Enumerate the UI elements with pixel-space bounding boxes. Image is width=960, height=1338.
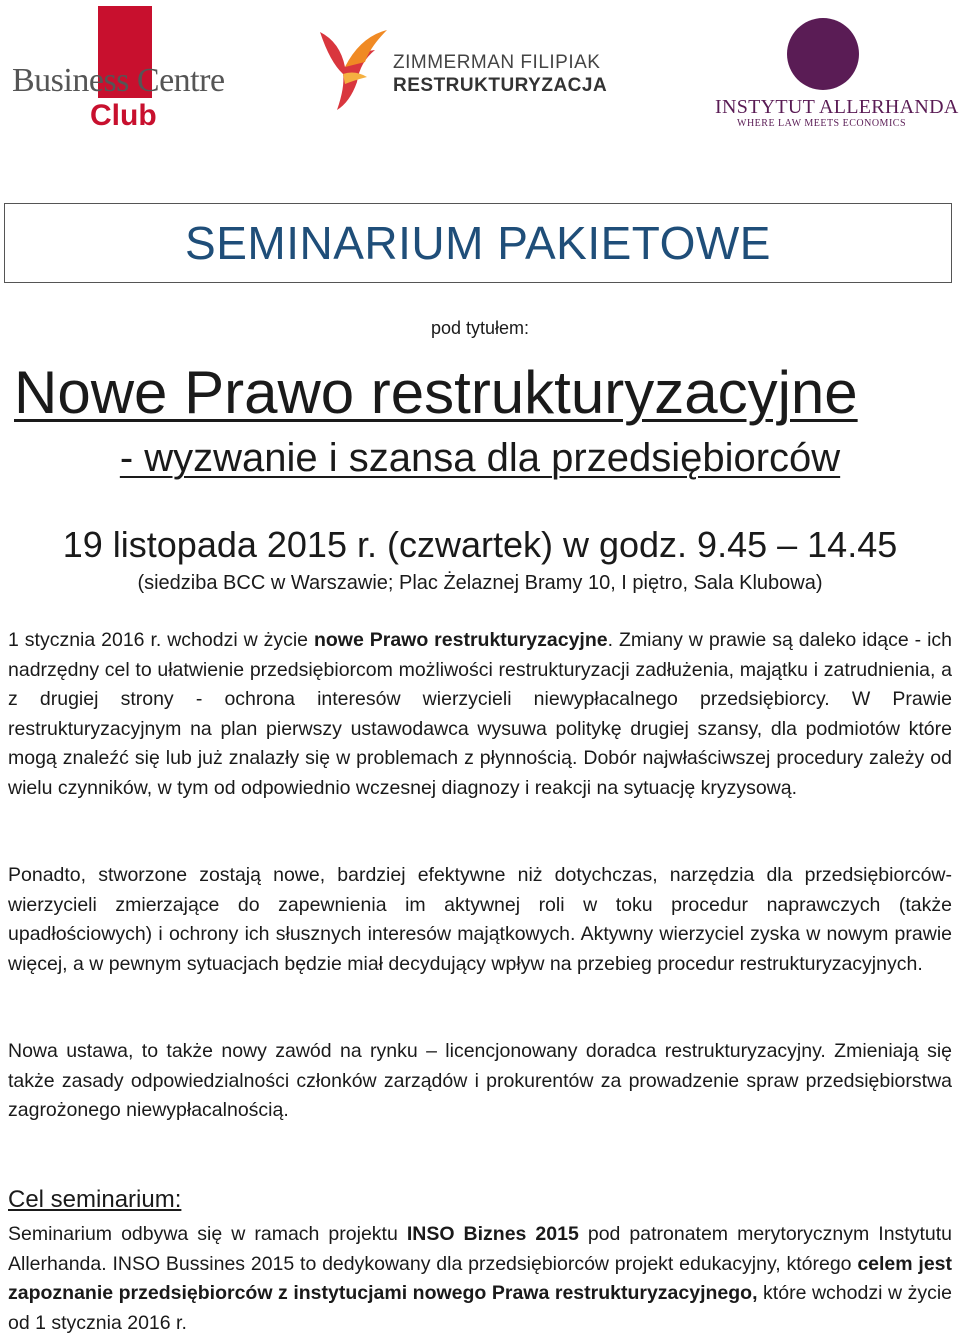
paragraph-new-law: Nowa ustawa, to także nowy zawód na rynku – licencjonowany doradca restrukturyzacyjny. Zmieniają się także zasady odpowiedzialności członków zarządów i prokurentów za prowadzenie spraw przedsiębiorstwa zagrożonego niewypłacalnością. (8, 1040, 952, 1121)
text-span: Seminarium odbywa się w ramach projektu (8, 1223, 407, 1245)
text-span: pod patronatem merytorycznym Instytutu Allerhanda. INSO Bussines 2015 to dedykowany dla przedsiębiorców projekt edukacyjny, którego (8, 1223, 952, 1275)
text-bold: nowe Prawo restrukturyzacyjne (313, 629, 608, 651)
zf-logo-tagline: RESTRUKTURYZACJA (393, 75, 608, 96)
text-bold: INSO Biznes 2015 (406, 1223, 579, 1245)
text-span: 1 stycznia 2016 r. wchodzi w życie (8, 629, 314, 651)
zimmerman-filipiak-logo (315, 22, 615, 112)
event-date: 19 listopada 2015 r. (czwartek) w godz. 9.45 – 14.45 (62, 524, 898, 565)
section-heading-goal: Cel seminarium: (8, 1186, 182, 1213)
text-bold: celem jest zapoznanie przedsiębiorców z instytucjami nowego Prawa restrukturyzacyjnego, (8, 1252, 953, 1304)
headline-sub: - wyzwanie i szansa dla przedsiębiorców (119, 436, 841, 480)
event-location: (siedziba BCC w Warszawie; Plac Żelaznej Bramy 10, I piętro, Sala Klubowa) (137, 572, 823, 594)
text-span: . Zmiany w prawie są daleko idące - ich nadrzędny cel to ułatwienie przedsiębiorcom możliwości restrukturyzacji zadłużenia, majątku i zatrudnienia, a z drugiej strony - ochrona interesów wierzycieli niewypłacalnego przedsiębiorcy. W Prawie restrukturyzacyjnym na plan pierwszy ustawodawca wysuwa politykę drugiej szansy, dla podmiotów które mogą znaleźć się lub już znalazły się w problemach z płynnością. Dobór najwłaściwszej procedury zależy od wielu czynników, w tym od odpowiednio wczesnej diagnozy i reakcji na sytuację kryzysową. (8, 629, 953, 799)
text-span: które wchodzi w życie od 1 stycznia 2016 r. (8, 1282, 952, 1334)
logo-bar (0, 0, 960, 150)
ia-logo-name: INSTYTUT ALLERHANDA (715, 96, 959, 118)
portrait-emblem-icon (787, 18, 859, 90)
paragraph-goal (8, 1220, 952, 1338)
paragraph-creditors: Ponadto, stworzone zostają nowe, bardziej efektywne niż dotychczas, narzędzia dla przedsiębiorców-wierzycieli zmierzające do zapewnienia im aktywnej roli w toku procedur naprawczych (także upadłościowych) i ochrony ich słusznych interesów majątkowych. Aktywny wierzyciel zyska w nowym prawie więcej, a w pewnym sytuacjach będzie miał decydujący wpływ na przebieg procedur restrukturyzacyjnych. (8, 864, 952, 975)
bcc-logo-club: Club (90, 99, 157, 132)
phoenix-icon (315, 22, 395, 112)
subtitle: pod tytułem: (430, 318, 530, 338)
title-box (4, 203, 952, 283)
bcc-logo (10, 4, 240, 134)
bcc-logo-text: Business Centre (12, 62, 225, 99)
zf-logo-name: ZIMMERMAN FILIPIAK (393, 52, 601, 73)
instytut-allerhanda-logo (715, 18, 959, 133)
paragraph-intro (8, 626, 952, 803)
ia-logo-tagline: WHERE LAW MEETS ECONOMICS (737, 118, 907, 129)
headline-main: Nowe Prawo restrukturyzacyjne (14, 359, 858, 426)
page-title: SEMINARIUM PAKIETOWE (185, 217, 771, 269)
